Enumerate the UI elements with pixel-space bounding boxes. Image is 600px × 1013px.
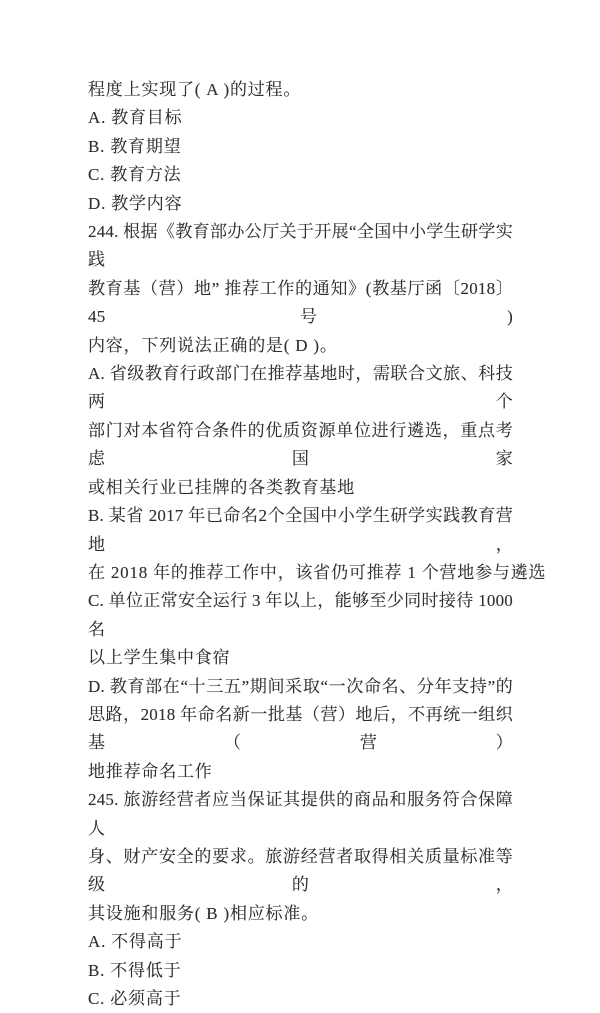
text-line-q244-option-a: 部门对本省符合条件的优质资源单位进行遴选，重点考虑国家 bbox=[88, 420, 513, 469]
text-line-q244-option-c: C. 单位正常安全运行 3 年以上，能够至少同时接待 1000 名 bbox=[88, 591, 513, 639]
text-line-q245-stem: 245. 旅游经营者应当保证其提供的商品和服务符合保障人 bbox=[88, 790, 513, 838]
text-line-q244-option-b: 在 2018 年的推荐工作中，该省仍可推荐 1 个营地参与遴选 bbox=[88, 562, 547, 582]
text-block bbox=[88, 76, 547, 1013]
text-line-option-c: C. 教育方法 bbox=[88, 165, 182, 185]
text-line-q245-stem: 身、财产安全的要求。旅游经营者取得相关质量标准等级的， bbox=[88, 846, 513, 895]
text-line-q245-option-c: C. 必须高于 bbox=[88, 989, 182, 1008]
text-line-q244-stem: 244. 根据《教育部办公厅关于开展“全国中小学生研学实践 bbox=[88, 222, 513, 270]
text-line-q244-option-d: 思路，2018 年命名新一批基（营）地后，不再统一组织基（营） bbox=[88, 704, 513, 753]
text-line-option-d: D. 教学内容 bbox=[88, 193, 183, 213]
text-line-q244-stem: 内容，下列说法正确的是( D )。 bbox=[88, 335, 338, 355]
text-line-q244-option-c: 以上学生集中食宿 bbox=[88, 648, 231, 668]
text-line-q244-option-d: 地推荐命名工作 bbox=[88, 761, 213, 781]
text-line-q245-option-a: A. 不得高于 bbox=[88, 932, 183, 952]
text-line-q244-option-a: 或相关行业已挂牌的各类教育基地 bbox=[88, 477, 355, 497]
text-line-q244-option-b: B. 某省 2017 年已命名2个全国中小学生研学实践教育营地， bbox=[88, 506, 513, 554]
text-line-q244-option-d: D. 教育部在“十三五”期间采取“一次命名、分年支持”的 bbox=[88, 676, 513, 696]
text-line-q245-stem: 其设施和服务( B )相应标准。 bbox=[88, 903, 319, 923]
text-line-q244-option-a: A. 省级教育行政部门在推荐基地时，需联合文旅、科技两个 bbox=[88, 364, 513, 412]
text-line-q245-option-b: B. 不得低于 bbox=[88, 960, 182, 980]
text-line-option-b: B. 教育期望 bbox=[88, 136, 182, 156]
text-line-continued-question: 程度上实现了( A )的过程。 bbox=[88, 80, 302, 99]
text-line-option-a: A. 教育目标 bbox=[88, 108, 183, 128]
text-line-q244-stem: 教育基（营）地” 推荐工作的通知》(教基厅函〔2018〕45 号) bbox=[88, 278, 513, 327]
